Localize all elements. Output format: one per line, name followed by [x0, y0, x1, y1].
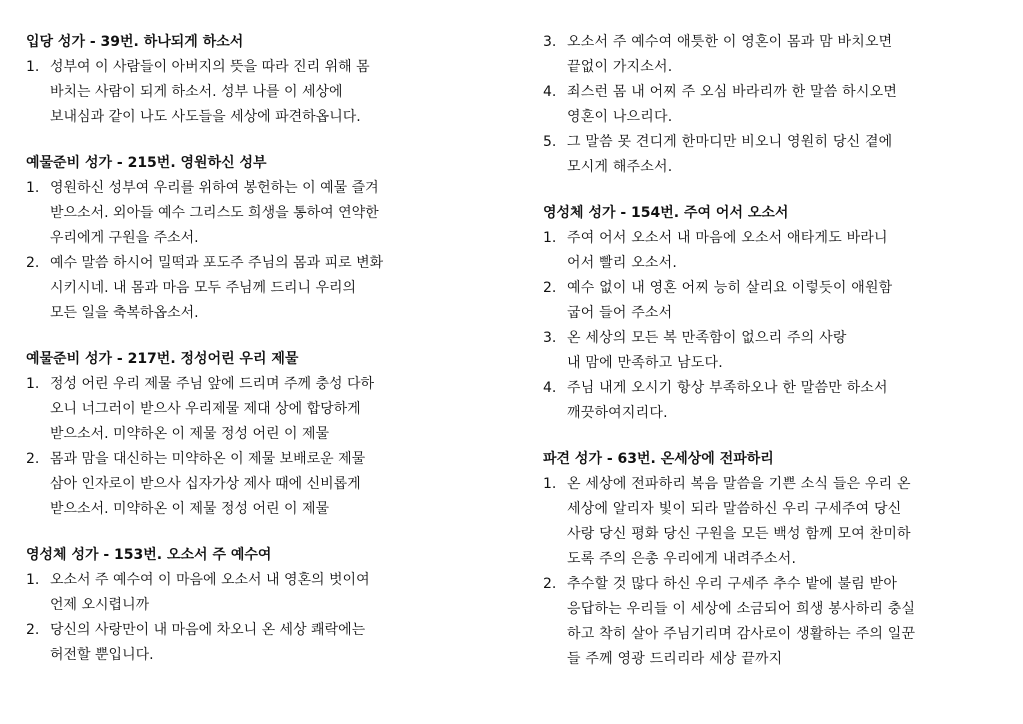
- verse-text: [567, 376, 993, 426]
- hymn-section: [26, 151, 476, 326]
- verse-number: 4.: [543, 380, 557, 396]
- verse: [543, 276, 993, 326]
- verse-line: 그 말씀 못 견디게 한마디만 비오니 영원히 당신 곁에: [567, 134, 893, 150]
- verse-line: 죄스런 몸 내 어찌 주 오심 바라리까 한 말씀 하시오면: [567, 84, 898, 100]
- verse-line: 받으소서. 미약하온 이 제물 정성 어린 이 제물: [50, 501, 330, 517]
- verse-text: [567, 80, 993, 130]
- verse: [543, 130, 993, 180]
- verse-line: 오소서 주 예수여 애틋한 이 영혼이 몸과 맘 바치오면: [567, 34, 893, 50]
- hymn-section: [26, 30, 476, 130]
- verse-text: [50, 568, 476, 618]
- verse-text: [50, 372, 476, 447]
- verse-number: 5.: [543, 134, 557, 150]
- verse-line: 몸과 맘을 대신하는 미약하온 이 제물 보배로운 제물: [50, 451, 366, 467]
- verse-text: [567, 226, 993, 276]
- verse-text: [50, 55, 476, 130]
- verse-line: 당신의 사랑만이 내 마음에 차오니 온 세상 쾌락에는: [50, 622, 366, 638]
- verse-number: 1.: [543, 230, 557, 246]
- verse-line: 성부여 이 사람들이 아버지의 뜻을 따라 진리 위해 몸: [50, 59, 370, 75]
- verse: [26, 372, 476, 447]
- verse-line: 응답하는 우리들 이 세상에 소금되어 희생 봉사하리 충실: [567, 601, 916, 617]
- verse-number: 4.: [543, 84, 557, 100]
- verse-line: 주여 어서 오소서 내 마음에 오소서 애타게도 바라니: [567, 230, 888, 246]
- verse: [26, 55, 476, 130]
- verse-line: 시키시네. 내 몸과 마음 모두 주님께 드리니 우리의: [50, 280, 357, 296]
- verse-line: 온 세상의 모든 복 만족함이 없으리 주의 사랑: [567, 330, 847, 346]
- verse-line: 정성 어린 우리 제물 주님 앞에 드리며 주께 충성 다하: [50, 376, 375, 392]
- verse: [26, 447, 476, 522]
- verse-line: 우리에게 구원을 주소서.: [50, 230, 199, 246]
- verse: [543, 376, 993, 426]
- verse-text: [567, 572, 993, 672]
- verse-number: 1.: [26, 59, 40, 75]
- verse-line: 추수할 것 많다 하신 우리 구세주 추수 밭에 불림 받아: [567, 576, 898, 592]
- verse-line: 언제 오시렵니까: [50, 597, 150, 613]
- hymn-section: [26, 347, 476, 522]
- verse-line: 삼아 인자로이 받으사 십자가상 제사 때에 신비롭게: [50, 476, 361, 492]
- verse: [543, 80, 993, 130]
- verse-number: 1.: [26, 572, 40, 588]
- verse: [26, 251, 476, 326]
- verse-number: 1.: [543, 476, 557, 492]
- verse-line: 어서 빨리 오소서.: [567, 255, 678, 271]
- verse-line: 보내심과 같이 나도 사도들을 세상에 파견하옵니다.: [50, 109, 361, 125]
- verse-line: 오소서 주 예수여 이 마음에 오소서 내 영혼의 벗이여: [50, 572, 370, 588]
- hymn-title: 예물준비 성가 - 217번. 정성어린 우리 제물: [26, 351, 299, 367]
- verse-text: [50, 618, 476, 668]
- verse-line: 끝없이 가지소서.: [567, 59, 673, 75]
- verse: [543, 572, 993, 672]
- verse-number: 3.: [543, 330, 557, 346]
- verse-text: [50, 447, 476, 522]
- verse-text: [567, 326, 993, 376]
- verse: [543, 472, 993, 572]
- hymn-title: 예물준비 성가 - 215번. 영원하신 성부: [26, 155, 267, 171]
- verse-number: 2.: [26, 255, 40, 271]
- verse-line: 받으소서. 미약하온 이 제물 정성 어린 이 제물: [50, 426, 330, 442]
- verse-line: 바치는 사람이 되게 하소서. 성부 나를 이 세상에: [50, 84, 343, 100]
- verse-text: [50, 176, 476, 251]
- verse-line: 예수 말씀 하시어 밀떡과 포도주 주님의 몸과 피로 변화: [50, 255, 384, 271]
- right-column: [543, 30, 993, 693]
- verse-line: 도록 주의 은총 우리에게 내려주소서.: [567, 551, 797, 567]
- verse-line: 굽어 들어 주소서: [567, 305, 673, 321]
- verse: [543, 30, 993, 80]
- verse-line: 예수 없이 내 영혼 어찌 능히 살리요 이렇듯이 애원함: [567, 280, 893, 296]
- verse-text: [567, 472, 993, 572]
- verse-line: 오니 너그러이 받으사 우리제물 제대 상에 합당하게: [50, 401, 361, 417]
- verse-text: [567, 130, 993, 180]
- verse-text: [567, 276, 993, 326]
- verse-line: 하고 착히 살아 주님기리며 감사로이 생활하는 주의 일꾼: [567, 626, 916, 642]
- verse-number: 2.: [26, 622, 40, 638]
- verse: [26, 176, 476, 251]
- verse-line: 들 주께 영광 드리리라 세상 끝까지: [567, 651, 783, 667]
- verse: [26, 568, 476, 618]
- verse: [26, 618, 476, 668]
- left-column: [26, 30, 476, 689]
- verse-number: 3.: [543, 34, 557, 50]
- verse-text: [567, 30, 993, 80]
- verse-line: 세상에 알리자 빛이 되라 말씀하신 우리 구세주여 당신: [567, 501, 902, 517]
- verse-line: 온 세상에 전파하리 복음 말씀을 기쁜 소식 들은 우리 온: [567, 476, 911, 492]
- hymn-section: [26, 543, 476, 668]
- verse: [543, 226, 993, 276]
- verse-number: 1.: [26, 376, 40, 392]
- verse-line: 모시게 해주소서.: [567, 159, 673, 175]
- verse-number: 2.: [543, 280, 557, 296]
- verse-number: 2.: [26, 451, 40, 467]
- hymn-section: [543, 447, 993, 672]
- verse-line: 영원하신 성부여 우리를 위하여 봉헌하는 이 예물 즐겨: [50, 180, 379, 196]
- verse-number: 1.: [26, 180, 40, 196]
- verse-line: 모든 일을 축복하옵소서.: [50, 305, 199, 321]
- verse-line: 영혼이 나으리다.: [567, 109, 673, 125]
- verse-number: 2.: [543, 576, 557, 592]
- hymn-title: 영성체 성가 - 153번. 오소서 주 예수여: [26, 547, 272, 563]
- verse-line: 주님 내게 오시기 항상 부족하오나 한 말씀만 하소서: [567, 380, 888, 396]
- hymn-title: 영성체 성가 - 154번. 주여 어서 오소서: [543, 205, 789, 221]
- hymn-title: 파견 성가 - 63번. 온세상에 전파하리: [543, 451, 774, 467]
- verse-line: 내 맘에 만족하고 남도다.: [567, 355, 723, 371]
- verse-line: 허전할 뿐입니다.: [50, 647, 154, 663]
- hymn-section: [543, 201, 993, 426]
- hymn-section: [543, 30, 993, 180]
- verse: [543, 326, 993, 376]
- verse-text: [50, 251, 476, 326]
- hymn-title: 입당 성가 - 39번. 하나되게 하소서: [26, 34, 244, 50]
- verse-line: 사랑 당신 평화 당신 구원을 모든 백성 함께 모여 찬미하: [567, 526, 911, 542]
- verse-line: 받으소서. 외아들 예수 그리스도 희생을 통하여 연약한: [50, 205, 379, 221]
- verse-line: 깨끗하여지리다.: [567, 405, 668, 421]
